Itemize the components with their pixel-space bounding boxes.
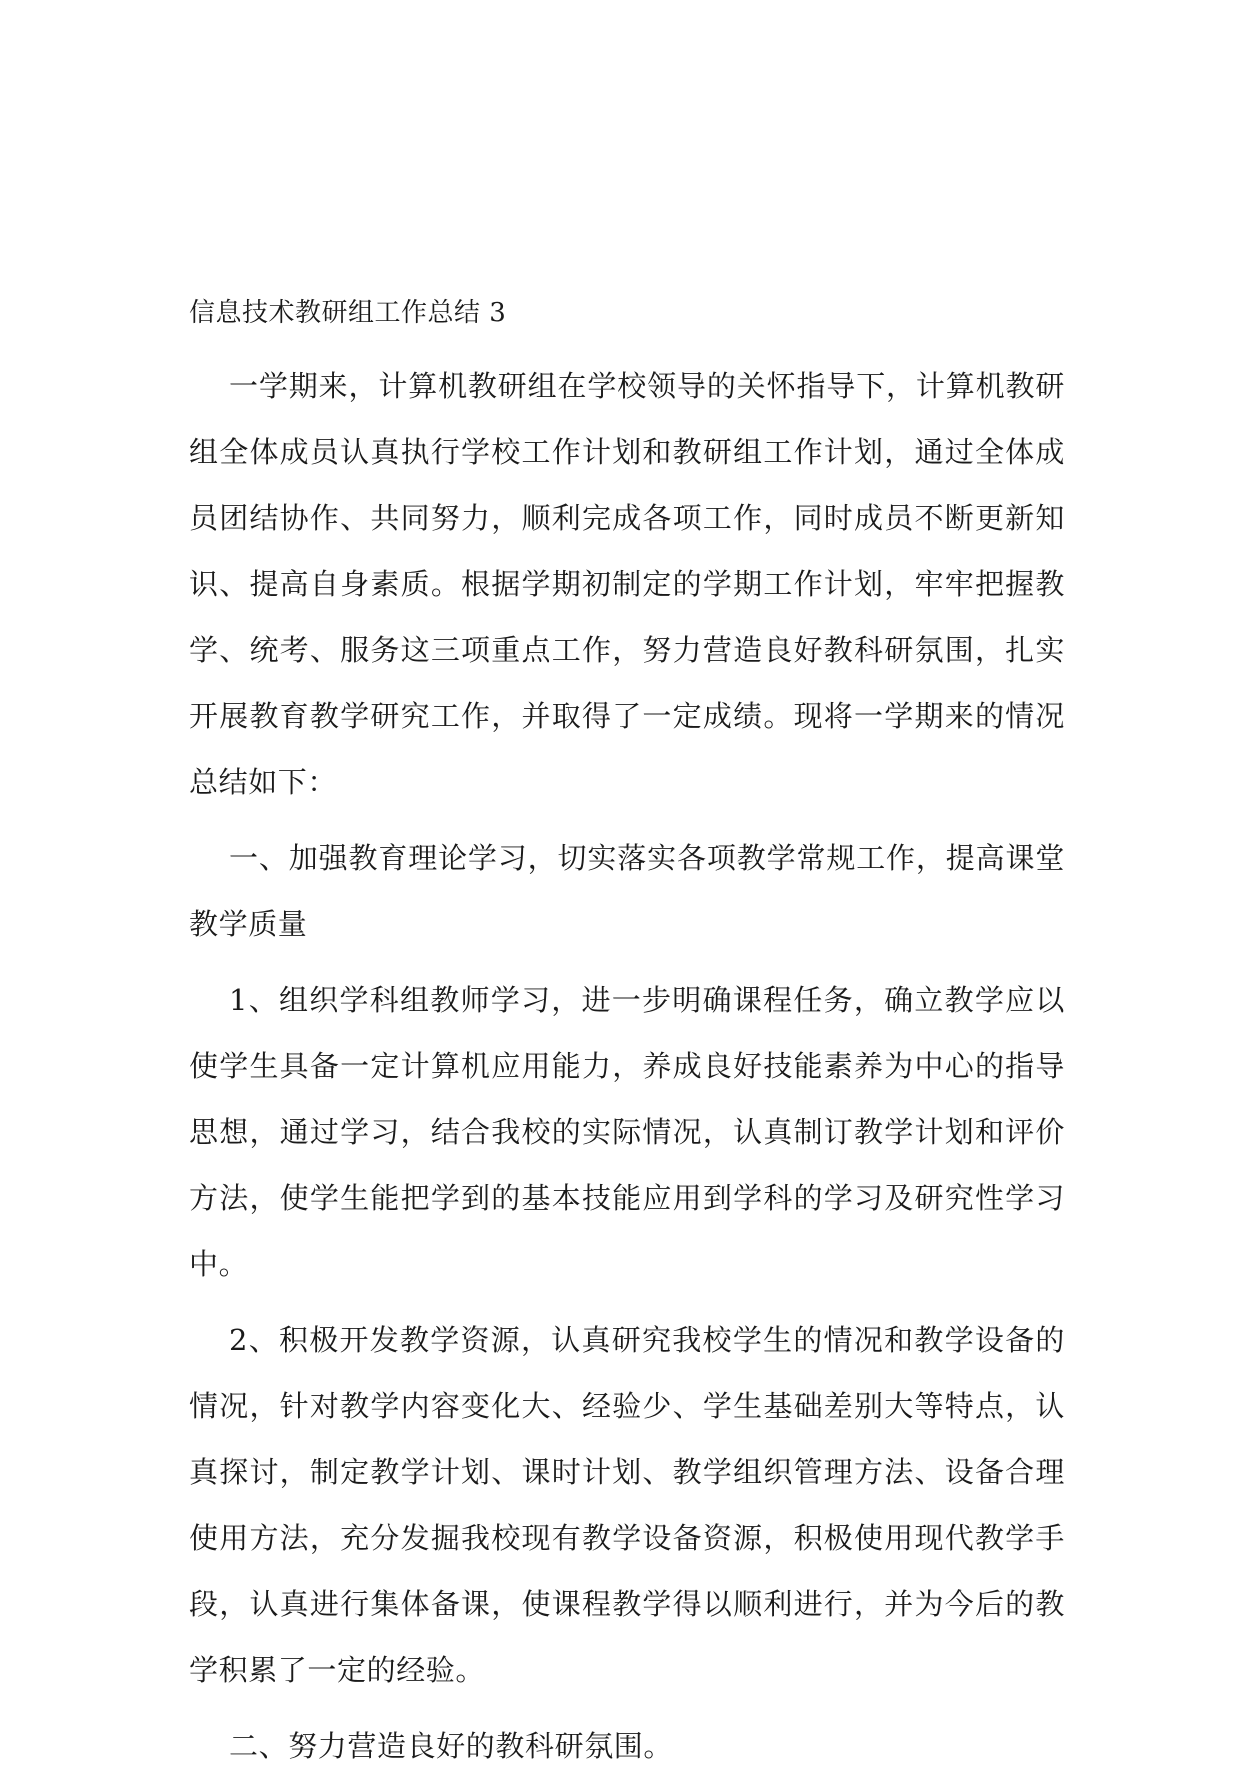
section-heading-1: 一、加强教育理论学习，切实落实各项教学常规工作，提高课堂教学质量 <box>189 841 1065 941</box>
paragraph-item-1: 1、组织学科组教师学习，进一步明确课程任务，确立教学应以使学生具备一定计算机应用能力，养成良好技能素养为中心的指导思想，通过学习，结合我校的实际情况，认真制订教学计划和评价方法，使学生能把学到的基本技能应用到学科的学习及研究性学习中。 <box>189 983 1065 1281</box>
document-body <box>189 293 1065 1789</box>
document-title: 信息技术教研组工作总结 3 <box>189 298 507 328</box>
paragraph-intro: 一学期来，计算机教研组在学校领导的关怀指导下，计算机教研组全体成员认真执行学校工作计划和教研组工作计划，通过全体成员团结协作、共同努力，顺利完成各项工作，同时成员不断更新知识、提高自身素质。根据学期初制定的学期工作计划，牢牢把握教学、统考、服务这三项重点工作，努力营造良好教科研氛围，扎实开展教育教学研究工作，并取得了一定成绩。现将一学期来的情况总结如下： <box>189 369 1065 799</box>
paragraph-item-2: 2、积极开发教学资源，认真研究我校学生的情况和教学设备的情况，针对教学内容变化大、经验少、学生基础差别大等特点，认真探讨，制定教学计划、课时计划、教学组织管理方法、设备合理使用方法，充分发掘我校现有教学设备资源，积极使用现代教学手段，认真进行集体备课，使课程教学得以顺利进行，并为今后的教学积累了一定的经验。 <box>189 1323 1065 1687</box>
section-heading-2: 二、努力营造良好的教科研氛围。 <box>229 1729 674 1763</box>
